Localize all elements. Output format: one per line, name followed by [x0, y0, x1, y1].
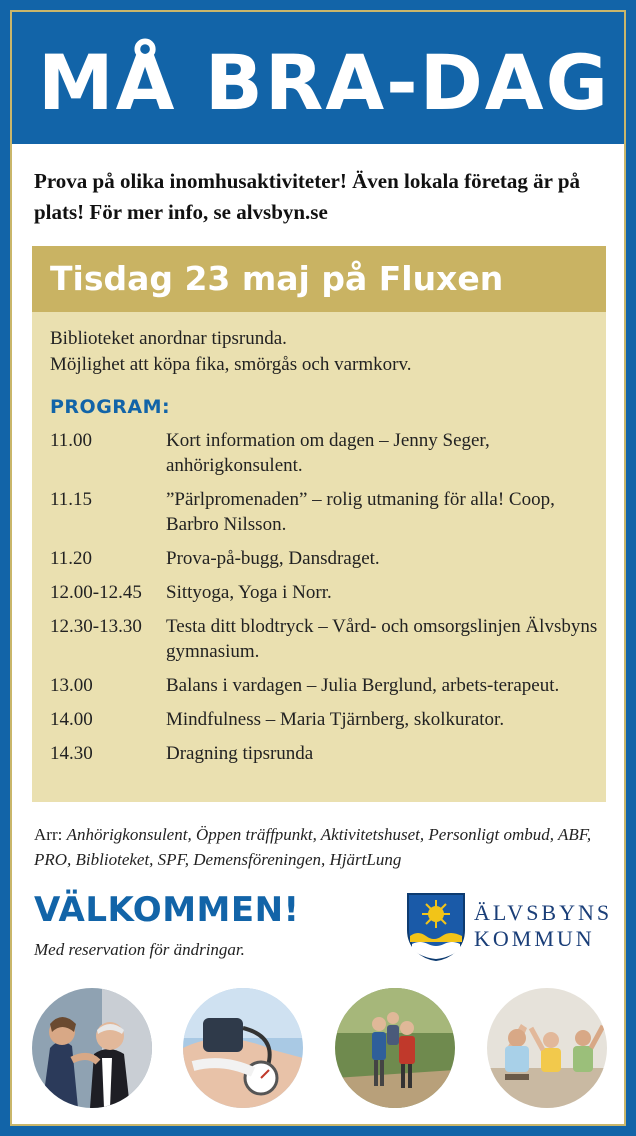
program-desc: Sittyoga, Yoga i Norr. — [166, 582, 332, 603]
program-time: 14.30 — [50, 743, 93, 764]
program-title: PROGRAM: — [50, 396, 171, 418]
photo-strip — [32, 988, 608, 1110]
municipality-line: ÄLVSBYNS — [474, 900, 613, 925]
alvsbyn-coat-of-arms-icon — [406, 892, 466, 962]
program-desc: Prova-på-bugg, Dansdraget. — [166, 548, 380, 569]
event-info — [50, 326, 590, 378]
program-desc: Kort information om dagen – Jenny Seger, anhörigkonsulent. — [166, 430, 490, 476]
program-time: 14.00 — [50, 709, 93, 730]
program-row — [50, 673, 600, 698]
program-desc: Dragning tipsrunda — [166, 743, 314, 764]
event-box — [32, 246, 606, 802]
program-desc: ”Pärlpromenaden” – rolig utmaning för alla! Coop, Barbro Nilsson. — [166, 489, 555, 535]
municipality-line: KOMMUN — [474, 926, 595, 951]
program-time: 12.00-12.45 — [50, 582, 142, 603]
reservation-note: Med reservation för ändringar. — [34, 940, 245, 959]
event-info-line: Möjlighet att köpa fika, smörgås och varmkorv. — [50, 354, 412, 375]
event-heading-bar — [32, 246, 606, 312]
event-info-line: Biblioteket anordnar tipsrunda. — [50, 328, 287, 349]
program-row — [50, 546, 600, 571]
program-time: 11.15 — [50, 489, 93, 510]
program-desc: Mindfulness – Maria Tjärnberg, skolkurator. — [166, 709, 505, 730]
program-time: 11.20 — [50, 548, 93, 569]
organizers — [34, 822, 614, 872]
intro-text: Prova på olika inomhusaktiviteter! Även lokala företag är på plats! För mer info, se alvsbyn.se — [34, 169, 580, 224]
photo-walking-icon — [335, 988, 455, 1108]
program-desc: Balans i vardagen – Julia Berglund, arbets-terapeut. — [166, 675, 560, 696]
welcome-heading: VÄLKOMMEN! — [34, 890, 300, 930]
program-time: 13.00 — [50, 675, 93, 696]
header-banner — [12, 12, 624, 144]
program-desc: Testa ditt blodtryck – Vård- och omsorgslinjen Älvsbyns gymnasium. — [166, 616, 598, 662]
program-row — [50, 614, 600, 664]
poster-title: MÅ BRA-DAG — [38, 38, 611, 127]
program-row — [50, 428, 600, 478]
program-time: 11.00 — [50, 430, 93, 451]
organizers-label: Arr: — [34, 825, 63, 844]
photo-blood-pressure-icon — [183, 988, 303, 1108]
photo-chair-yoga-icon — [487, 988, 607, 1108]
organizers-text: Anhörigkonsulent, Öppen träffpunkt, Aktivitetshuset, Personligt ombud, ABF, PRO, Biblioteket, SPF, Demensföreningen, HjärtLung — [34, 825, 592, 869]
program-row — [50, 741, 600, 766]
program-time: 12.30-13.30 — [50, 616, 142, 637]
poster — [10, 10, 626, 1126]
program-row — [50, 487, 600, 537]
event-heading: Tisdag 23 maj på Fluxen — [50, 259, 504, 298]
program-row — [50, 707, 600, 732]
program-list — [50, 428, 600, 775]
photo-dancing-icon — [32, 988, 152, 1108]
program-row — [50, 580, 600, 605]
municipality-name — [474, 900, 612, 952]
